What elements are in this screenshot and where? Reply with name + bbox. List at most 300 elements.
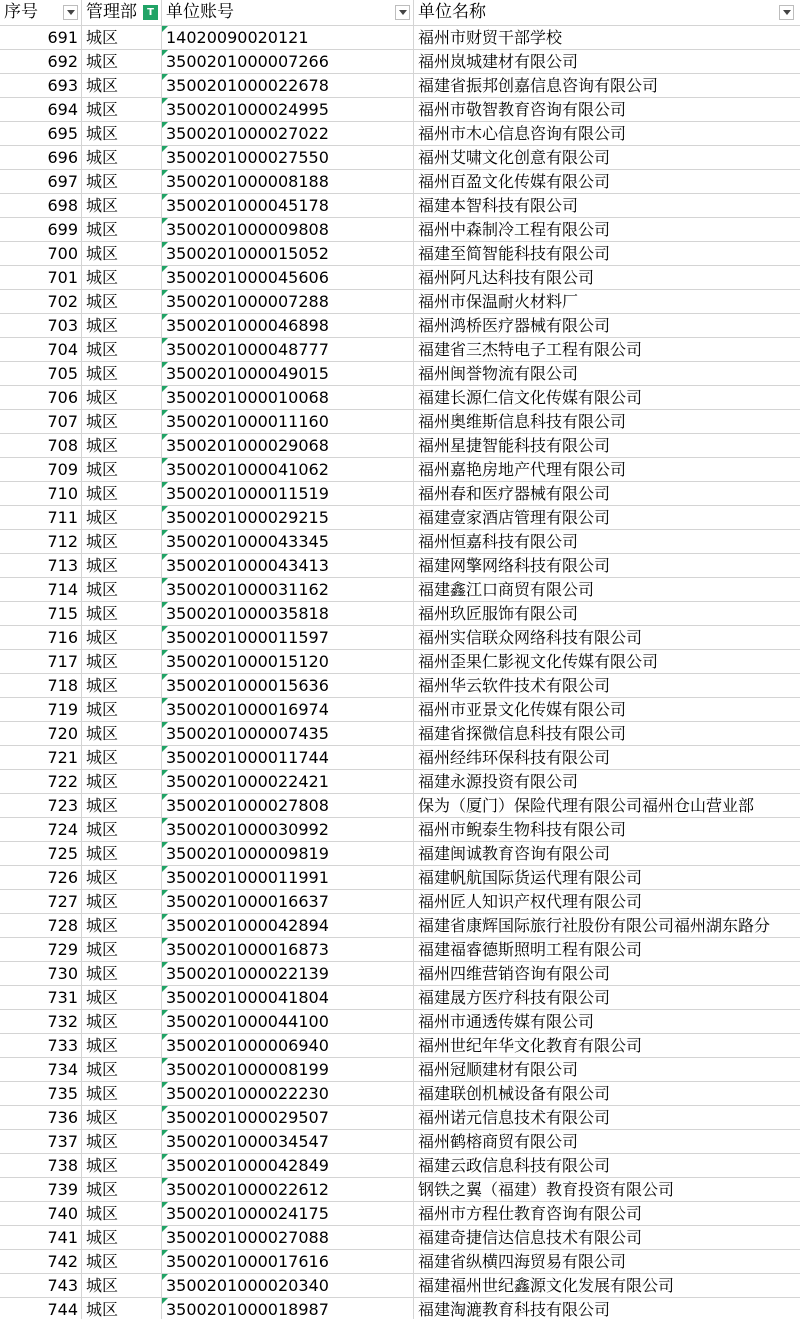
cell-name[interactable]: 福州阿凡达科技有限公司 bbox=[418, 268, 595, 287]
cell-account[interactable] bbox=[162, 338, 414, 361]
cell-account[interactable] bbox=[162, 722, 414, 745]
cell-account[interactable] bbox=[162, 650, 414, 673]
table-row bbox=[0, 314, 800, 338]
text-number-indicator bbox=[162, 1010, 168, 1016]
table-row bbox=[0, 722, 800, 746]
cell-seq[interactable]: 729 bbox=[0, 938, 82, 961]
cell-seq[interactable]: 727 bbox=[0, 890, 82, 913]
cell-name[interactable]: 福州鹤榕商贸有限公司 bbox=[418, 1132, 579, 1151]
text-number-indicator bbox=[162, 1298, 168, 1304]
table-row bbox=[0, 602, 800, 626]
cell-account[interactable] bbox=[162, 938, 414, 961]
cell-seq[interactable]: 699 bbox=[0, 218, 82, 241]
cell-account[interactable] bbox=[162, 434, 414, 457]
table-row bbox=[0, 554, 800, 578]
cell-seq[interactable]: 739 bbox=[0, 1178, 82, 1201]
cell-seq[interactable]: 700 bbox=[0, 242, 82, 265]
cell-dept[interactable]: 城区 bbox=[82, 626, 162, 649]
cell-account[interactable] bbox=[162, 362, 414, 385]
cell-dept[interactable]: 城区 bbox=[82, 218, 162, 241]
text-number-indicator bbox=[162, 290, 168, 296]
cell-seq[interactable]: 703 bbox=[0, 314, 82, 337]
cell-account[interactable] bbox=[162, 1058, 414, 1081]
text-number-indicator bbox=[162, 506, 168, 512]
cell-seq[interactable]: 717 bbox=[0, 650, 82, 673]
cell-seq[interactable]: 744 bbox=[0, 1298, 82, 1319]
cell-account[interactable] bbox=[162, 818, 414, 841]
cell-name[interactable]: 福州艾啸文化创意有限公司 bbox=[418, 148, 611, 167]
cell-dept[interactable]: 城区 bbox=[82, 578, 162, 601]
text-number-indicator bbox=[162, 1106, 168, 1112]
text-number-indicator bbox=[162, 866, 168, 872]
cell-seq[interactable]: 708 bbox=[0, 434, 82, 457]
table-row bbox=[0, 1178, 800, 1202]
text-number-indicator bbox=[162, 602, 168, 608]
text-number-indicator bbox=[162, 194, 168, 200]
cell-name[interactable]: 福建鑫江口商贸有限公司 bbox=[418, 580, 595, 599]
cell-seq[interactable]: 743 bbox=[0, 1274, 82, 1297]
table-row bbox=[0, 890, 800, 914]
cell-dept[interactable]: 城区 bbox=[82, 650, 162, 673]
cell-name[interactable]: 福州恒嘉科技有限公司 bbox=[418, 532, 579, 551]
cell-name[interactable]: 福建长源仁信文化传媒有限公司 bbox=[418, 388, 643, 407]
cell-account[interactable] bbox=[162, 914, 414, 937]
cell-seq[interactable]: 733 bbox=[0, 1034, 82, 1057]
cell-seq[interactable]: 705 bbox=[0, 362, 82, 385]
cell-account[interactable] bbox=[162, 1178, 414, 1201]
cell-account[interactable] bbox=[162, 1202, 414, 1225]
cell-account[interactable] bbox=[162, 554, 414, 577]
cell-seq[interactable]: 701 bbox=[0, 266, 82, 289]
cell-seq[interactable]: 724 bbox=[0, 818, 82, 841]
cell-dept[interactable]: 城区 bbox=[82, 338, 162, 361]
cell-dept[interactable]: 城区 bbox=[82, 242, 162, 265]
filter-dropdown-icon[interactable] bbox=[395, 5, 410, 20]
table-row bbox=[0, 698, 800, 722]
cell-dept[interactable]: 城区 bbox=[82, 1106, 162, 1129]
cell-dept[interactable]: 城区 bbox=[82, 482, 162, 505]
table-row bbox=[0, 146, 800, 170]
cell-dept[interactable]: 城区 bbox=[82, 1082, 162, 1105]
cell-account[interactable] bbox=[162, 506, 414, 529]
cell-dept[interactable]: 城区 bbox=[82, 1226, 162, 1249]
cell-name[interactable]: 福建福睿德斯照明工程有限公司 bbox=[418, 940, 643, 959]
cell-account[interactable] bbox=[162, 794, 414, 817]
cell-account[interactable] bbox=[162, 962, 414, 985]
cell-name[interactable]: 福州市方程仕教育咨询有限公司 bbox=[418, 1204, 643, 1223]
cell-seq[interactable]: 738 bbox=[0, 1154, 82, 1177]
cell-dept[interactable]: 城区 bbox=[82, 1298, 162, 1319]
cell-account-text: 3500201000049015 bbox=[166, 364, 329, 383]
cell-account-text: 3500201000017616 bbox=[166, 1252, 329, 1271]
cell-seq[interactable]: 706 bbox=[0, 386, 82, 409]
cell-dept[interactable]: 城区 bbox=[82, 698, 162, 721]
cell-account-text: 14020090020121 bbox=[166, 28, 309, 47]
text-number-indicator bbox=[162, 938, 168, 944]
cell-account[interactable] bbox=[162, 146, 414, 169]
cell-seq[interactable]: 710 bbox=[0, 482, 82, 505]
cell-account[interactable] bbox=[162, 1010, 414, 1033]
cell-seq[interactable]: 712 bbox=[0, 530, 82, 553]
cell-seq[interactable]: 731 bbox=[0, 986, 82, 1009]
cell-seq[interactable]: 730 bbox=[0, 962, 82, 985]
cell-account[interactable] bbox=[162, 194, 414, 217]
cell-account[interactable] bbox=[162, 890, 414, 913]
cell-name[interactable]: 福州闽誉物流有限公司 bbox=[418, 364, 579, 383]
cell-dept[interactable]: 城区 bbox=[82, 170, 162, 193]
table-row bbox=[0, 338, 800, 362]
cell-name[interactable]: 福州市敬智教育咨询有限公司 bbox=[418, 100, 627, 119]
cell-dept[interactable]: 城区 bbox=[82, 26, 162, 49]
cell-account-text: 3500201000006940 bbox=[166, 1036, 329, 1055]
cell-dept[interactable]: 城区 bbox=[82, 722, 162, 745]
cell-name[interactable]: 福建福州世纪鑫源文化发展有限公司 bbox=[418, 1276, 675, 1295]
cell-name[interactable]: 福建省康辉国际旅行社股份有限公司福州湖东路分 bbox=[418, 916, 771, 935]
cell-account[interactable] bbox=[162, 1130, 414, 1153]
filter-dropdown-icon[interactable] bbox=[63, 5, 78, 20]
cell-name[interactable]: 福州中森制冷工程有限公司 bbox=[418, 220, 611, 239]
header-dept-label: 管理部 bbox=[86, 2, 137, 22]
cell-account[interactable] bbox=[162, 626, 414, 649]
cell-name[interactable]: 福建奇捷信达信息技术有限公司 bbox=[418, 1228, 643, 1247]
cell-dept[interactable]: 城区 bbox=[82, 602, 162, 625]
cell-dept[interactable]: 城区 bbox=[82, 290, 162, 313]
cell-account-text: 3500201000022612 bbox=[166, 1180, 329, 1199]
cell-name[interactable]: 福州嘉艳房地产代理有限公司 bbox=[418, 460, 627, 479]
header-seq-label: 序号 bbox=[4, 2, 38, 22]
cell-dept[interactable]: 城区 bbox=[82, 1130, 162, 1153]
cell-dept[interactable]: 城区 bbox=[82, 1250, 162, 1273]
cell-name[interactable]: 福建联创机械设备有限公司 bbox=[418, 1084, 611, 1103]
cell-seq[interactable]: 732 bbox=[0, 1010, 82, 1033]
cell-dept[interactable]: 城区 bbox=[82, 914, 162, 937]
cell-seq[interactable]: 718 bbox=[0, 674, 82, 697]
text-number-indicator bbox=[162, 1226, 168, 1232]
cell-name[interactable]: 福州春和医疗器械有限公司 bbox=[418, 484, 611, 503]
text-number-indicator bbox=[162, 962, 168, 968]
cell-dept[interactable]: 城区 bbox=[82, 866, 162, 889]
header-row bbox=[0, 0, 800, 26]
cell-account[interactable] bbox=[162, 770, 414, 793]
cell-name[interactable]: 福州市通透传媒有限公司 bbox=[418, 1012, 595, 1031]
cell-name[interactable]: 福州星捷智能科技有限公司 bbox=[418, 436, 611, 455]
cell-seq[interactable]: 721 bbox=[0, 746, 82, 769]
cell-dept[interactable]: 城区 bbox=[82, 410, 162, 433]
table-row bbox=[0, 482, 800, 506]
cell-seq[interactable]: 713 bbox=[0, 554, 82, 577]
cell-account-text: 3500201000018987 bbox=[166, 1300, 329, 1319]
cell-seq[interactable]: 696 bbox=[0, 146, 82, 169]
text-number-indicator bbox=[162, 842, 168, 848]
cell-seq[interactable]: 742 bbox=[0, 1250, 82, 1273]
cell-account-text: 3500201000007435 bbox=[166, 724, 329, 743]
cell-account-text: 3500201000011160 bbox=[166, 412, 329, 431]
cell-name[interactable]: 福州百盈文化传媒有限公司 bbox=[418, 172, 611, 191]
cell-name[interactable]: 福州市财贸干部学校 bbox=[418, 28, 563, 47]
cell-account[interactable] bbox=[162, 98, 414, 121]
text-number-indicator bbox=[162, 818, 168, 824]
cell-seq[interactable]: 728 bbox=[0, 914, 82, 937]
text-number-indicator bbox=[162, 1178, 168, 1184]
cell-account[interactable] bbox=[162, 986, 414, 1009]
cell-name[interactable]: 福州诺元信息技术有限公司 bbox=[418, 1108, 611, 1127]
cell-dept[interactable]: 城区 bbox=[82, 1010, 162, 1033]
cell-account[interactable] bbox=[162, 530, 414, 553]
cell-account[interactable] bbox=[162, 242, 414, 265]
cell-dept[interactable]: 城区 bbox=[82, 986, 162, 1009]
cell-dept[interactable]: 城区 bbox=[82, 98, 162, 121]
cell-name[interactable]: 福建省纵横四海贸易有限公司 bbox=[418, 1252, 627, 1271]
cell-name[interactable]: 福州世纪年华文化教育有限公司 bbox=[418, 1036, 643, 1055]
cell-account-text: 3500201000015636 bbox=[166, 676, 329, 695]
cell-name[interactable]: 福州鸿桥医疗器械有限公司 bbox=[418, 316, 611, 335]
cell-name[interactable]: 福建晟方医疗科技有限公司 bbox=[418, 988, 611, 1007]
cell-account-text: 3500201000024995 bbox=[166, 100, 329, 119]
table-row bbox=[0, 1058, 800, 1082]
cell-account[interactable] bbox=[162, 1082, 414, 1105]
header-account[interactable] bbox=[162, 0, 414, 25]
cell-seq[interactable]: 726 bbox=[0, 866, 82, 889]
cell-name[interactable]: 福州岚城建材有限公司 bbox=[418, 52, 579, 71]
cell-dept[interactable]: 城区 bbox=[82, 506, 162, 529]
cell-seq[interactable]: 737 bbox=[0, 1130, 82, 1153]
cell-dept[interactable]: 城区 bbox=[82, 386, 162, 409]
cell-name[interactable]: 福建淘漉教育科技有限公司 bbox=[418, 1300, 611, 1319]
cell-account[interactable] bbox=[162, 842, 414, 865]
cell-name[interactable]: 福建本智科技有限公司 bbox=[418, 196, 579, 215]
text-number-indicator bbox=[162, 722, 168, 728]
table-row bbox=[0, 98, 800, 122]
cell-name[interactable]: 福州实信联众网络科技有限公司 bbox=[418, 628, 643, 647]
header-name[interactable] bbox=[414, 0, 800, 25]
text-number-indicator bbox=[162, 1082, 168, 1088]
cell-name[interactable]: 福州市亚景文化传媒有限公司 bbox=[418, 700, 627, 719]
cell-account[interactable] bbox=[162, 218, 414, 241]
cell-account[interactable] bbox=[162, 698, 414, 721]
cell-name[interactable]: 福州市保温耐火材料厂 bbox=[418, 292, 579, 311]
cell-dept[interactable]: 城区 bbox=[82, 1178, 162, 1201]
cell-dept[interactable]: 城区 bbox=[82, 674, 162, 697]
cell-dept[interactable]: 城区 bbox=[82, 146, 162, 169]
table-row bbox=[0, 506, 800, 530]
cell-name[interactable]: 福州冠顺建材有限公司 bbox=[418, 1060, 579, 1079]
cell-account[interactable] bbox=[162, 170, 414, 193]
cell-dept[interactable]: 城区 bbox=[82, 1202, 162, 1225]
table-row bbox=[0, 290, 800, 314]
table-row bbox=[0, 1034, 800, 1058]
cell-name[interactable]: 福州市鲵泰生物科技有限公司 bbox=[418, 820, 627, 839]
cell-name[interactable]: 福州奥维斯信息科技有限公司 bbox=[418, 412, 627, 431]
cell-account-text: 3500201000011991 bbox=[166, 868, 329, 887]
cell-account[interactable] bbox=[162, 26, 414, 49]
cell-account[interactable] bbox=[162, 1226, 414, 1249]
table-row bbox=[0, 1130, 800, 1154]
cell-seq[interactable]: 741 bbox=[0, 1226, 82, 1249]
cell-account-text: 3500201000022421 bbox=[166, 772, 329, 791]
cell-seq[interactable]: 734 bbox=[0, 1058, 82, 1081]
cell-name[interactable]: 福州四维营销咨询有限公司 bbox=[418, 964, 611, 983]
table-row bbox=[0, 1010, 800, 1034]
cell-dept[interactable]: 城区 bbox=[82, 434, 162, 457]
cell-seq[interactable]: 692 bbox=[0, 50, 82, 73]
header-seq[interactable] bbox=[0, 0, 82, 25]
cell-name[interactable]: 福建省振邦创嘉信息咨询有限公司 bbox=[418, 76, 659, 95]
table-row bbox=[0, 1202, 800, 1226]
cell-seq[interactable]: 740 bbox=[0, 1202, 82, 1225]
cell-name[interactable]: 福建省三杰特电子工程有限公司 bbox=[418, 340, 643, 359]
cell-seq[interactable]: 735 bbox=[0, 1082, 82, 1105]
cell-seq[interactable]: 725 bbox=[0, 842, 82, 865]
cell-name[interactable]: 福建壹家酒店管理有限公司 bbox=[418, 508, 611, 527]
cell-name[interactable]: 福州经纬环保科技有限公司 bbox=[418, 748, 611, 767]
table-row bbox=[0, 74, 800, 98]
cell-seq[interactable]: 715 bbox=[0, 602, 82, 625]
text-number-indicator bbox=[162, 746, 168, 752]
cell-seq[interactable]: 691 bbox=[0, 26, 82, 49]
cell-dept[interactable]: 城区 bbox=[82, 770, 162, 793]
cell-seq[interactable]: 709 bbox=[0, 458, 82, 481]
text-number-indicator bbox=[162, 674, 168, 680]
table-row bbox=[0, 1226, 800, 1250]
cell-account-text: 3500201000029215 bbox=[166, 508, 329, 527]
cell-account[interactable] bbox=[162, 74, 414, 97]
cell-seq[interactable]: 707 bbox=[0, 410, 82, 433]
table-row bbox=[0, 1298, 800, 1319]
cell-account-text: 3500201000011597 bbox=[166, 628, 329, 647]
cell-seq[interactable]: 693 bbox=[0, 74, 82, 97]
cell-seq[interactable]: 723 bbox=[0, 794, 82, 817]
cell-dept[interactable]: 城区 bbox=[82, 842, 162, 865]
cell-dept[interactable]: 城区 bbox=[82, 746, 162, 769]
cell-account-text: 3500201000041062 bbox=[166, 460, 329, 479]
text-number-indicator bbox=[162, 170, 168, 176]
cell-seq[interactable]: 722 bbox=[0, 770, 82, 793]
cell-name[interactable]: 福州市木心信息咨询有限公司 bbox=[418, 124, 627, 143]
cell-account-text: 3500201000016637 bbox=[166, 892, 329, 911]
filter-dropdown-icon[interactable] bbox=[779, 5, 794, 20]
cell-dept[interactable]: 城区 bbox=[82, 530, 162, 553]
cell-name[interactable]: 福州歪果仁影视文化传媒有限公司 bbox=[418, 652, 659, 671]
text-number-indicator bbox=[162, 50, 168, 56]
text-number-indicator bbox=[162, 650, 168, 656]
cell-seq[interactable]: 702 bbox=[0, 290, 82, 313]
cell-account[interactable] bbox=[162, 1250, 414, 1273]
cell-account[interactable] bbox=[162, 290, 414, 313]
cell-dept[interactable]: 城区 bbox=[82, 818, 162, 841]
cell-account[interactable] bbox=[162, 674, 414, 697]
cell-seq[interactable]: 698 bbox=[0, 194, 82, 217]
cell-account[interactable] bbox=[162, 410, 414, 433]
cell-dept[interactable]: 城区 bbox=[82, 962, 162, 985]
cell-dept[interactable]: 城区 bbox=[82, 194, 162, 217]
cell-name[interactable]: 福建至简智能科技有限公司 bbox=[418, 244, 611, 263]
cell-dept[interactable]: 城区 bbox=[82, 266, 162, 289]
cell-account-text: 3500201000034547 bbox=[166, 1132, 329, 1151]
cell-seq[interactable]: 697 bbox=[0, 170, 82, 193]
cell-account[interactable] bbox=[162, 1274, 414, 1297]
cell-name[interactable]: 保为（厦门）保险代理有限公司福州仓山营业部 bbox=[418, 796, 755, 815]
cell-dept[interactable]: 城区 bbox=[82, 314, 162, 337]
header-dept[interactable] bbox=[82, 0, 162, 25]
cell-dept[interactable]: 城区 bbox=[82, 1058, 162, 1081]
cell-account-text: 3500201000027022 bbox=[166, 124, 329, 143]
cell-seq[interactable]: 736 bbox=[0, 1106, 82, 1129]
cell-seq[interactable]: 694 bbox=[0, 98, 82, 121]
cell-dept[interactable]: 城区 bbox=[82, 74, 162, 97]
cell-name[interactable]: 福建闽诚教育咨询有限公司 bbox=[418, 844, 611, 863]
text-number-indicator bbox=[162, 1058, 168, 1064]
cell-account[interactable] bbox=[162, 578, 414, 601]
cell-dept[interactable]: 城区 bbox=[82, 122, 162, 145]
cell-dept[interactable]: 城区 bbox=[82, 50, 162, 73]
cell-name[interactable]: 福州华云软件技术有限公司 bbox=[418, 676, 611, 695]
cell-name[interactable]: 福建云政信息科技有限公司 bbox=[418, 1156, 611, 1175]
cell-account[interactable] bbox=[162, 266, 414, 289]
cell-seq[interactable]: 720 bbox=[0, 722, 82, 745]
cell-account[interactable] bbox=[162, 122, 414, 145]
cell-seq[interactable]: 704 bbox=[0, 338, 82, 361]
cell-name[interactable]: 福州玖匠服饰有限公司 bbox=[418, 604, 579, 623]
cell-account[interactable] bbox=[162, 458, 414, 481]
cell-account-text: 3500201000015052 bbox=[166, 244, 329, 263]
cell-account[interactable] bbox=[162, 1106, 414, 1129]
cell-account[interactable] bbox=[162, 602, 414, 625]
text-number-indicator bbox=[162, 626, 168, 632]
table-row bbox=[0, 362, 800, 386]
cell-name[interactable]: 福建省探微信息科技有限公司 bbox=[418, 724, 627, 743]
cell-seq[interactable]: 714 bbox=[0, 578, 82, 601]
cell-account[interactable] bbox=[162, 50, 414, 73]
filter-active-icon[interactable] bbox=[143, 5, 158, 20]
cell-account-text: 3500201000022678 bbox=[166, 76, 329, 95]
table-row bbox=[0, 962, 800, 986]
cell-account[interactable] bbox=[162, 1154, 414, 1177]
cell-dept[interactable]: 城区 bbox=[82, 362, 162, 385]
cell-dept[interactable]: 城区 bbox=[82, 890, 162, 913]
cell-dept[interactable]: 城区 bbox=[82, 794, 162, 817]
cell-account-text: 3500201000015120 bbox=[166, 652, 329, 671]
cell-account[interactable] bbox=[162, 866, 414, 889]
cell-name[interactable]: 福建永源投资有限公司 bbox=[418, 772, 579, 791]
cell-account-text: 3500201000048777 bbox=[166, 340, 329, 359]
cell-seq[interactable]: 695 bbox=[0, 122, 82, 145]
cell-dept[interactable]: 城区 bbox=[82, 1154, 162, 1177]
cell-seq[interactable]: 711 bbox=[0, 506, 82, 529]
cell-account[interactable] bbox=[162, 1034, 414, 1057]
cell-dept[interactable]: 城区 bbox=[82, 458, 162, 481]
cell-name[interactable]: 钢铁之翼（福建）教育投资有限公司 bbox=[418, 1180, 675, 1199]
cell-account[interactable] bbox=[162, 1298, 414, 1319]
table-row bbox=[0, 938, 800, 962]
cell-name[interactable]: 福州匠人知识产权代理有限公司 bbox=[418, 892, 643, 911]
cell-account[interactable] bbox=[162, 314, 414, 337]
cell-dept[interactable]: 城区 bbox=[82, 1034, 162, 1057]
cell-account[interactable] bbox=[162, 482, 414, 505]
cell-dept[interactable]: 城区 bbox=[82, 938, 162, 961]
cell-dept[interactable]: 城区 bbox=[82, 554, 162, 577]
table-row bbox=[0, 50, 800, 74]
cell-dept[interactable]: 城区 bbox=[82, 1274, 162, 1297]
table-row bbox=[0, 986, 800, 1010]
table-row bbox=[0, 770, 800, 794]
cell-seq[interactable]: 716 bbox=[0, 626, 82, 649]
cell-seq[interactable]: 719 bbox=[0, 698, 82, 721]
cell-name[interactable]: 福建网擎网络科技有限公司 bbox=[418, 556, 611, 575]
cell-account[interactable] bbox=[162, 386, 414, 409]
cell-name[interactable]: 福建帆航国际货运代理有限公司 bbox=[418, 868, 643, 887]
cell-account[interactable] bbox=[162, 746, 414, 769]
cell-account-text: 3500201000029507 bbox=[166, 1108, 329, 1127]
